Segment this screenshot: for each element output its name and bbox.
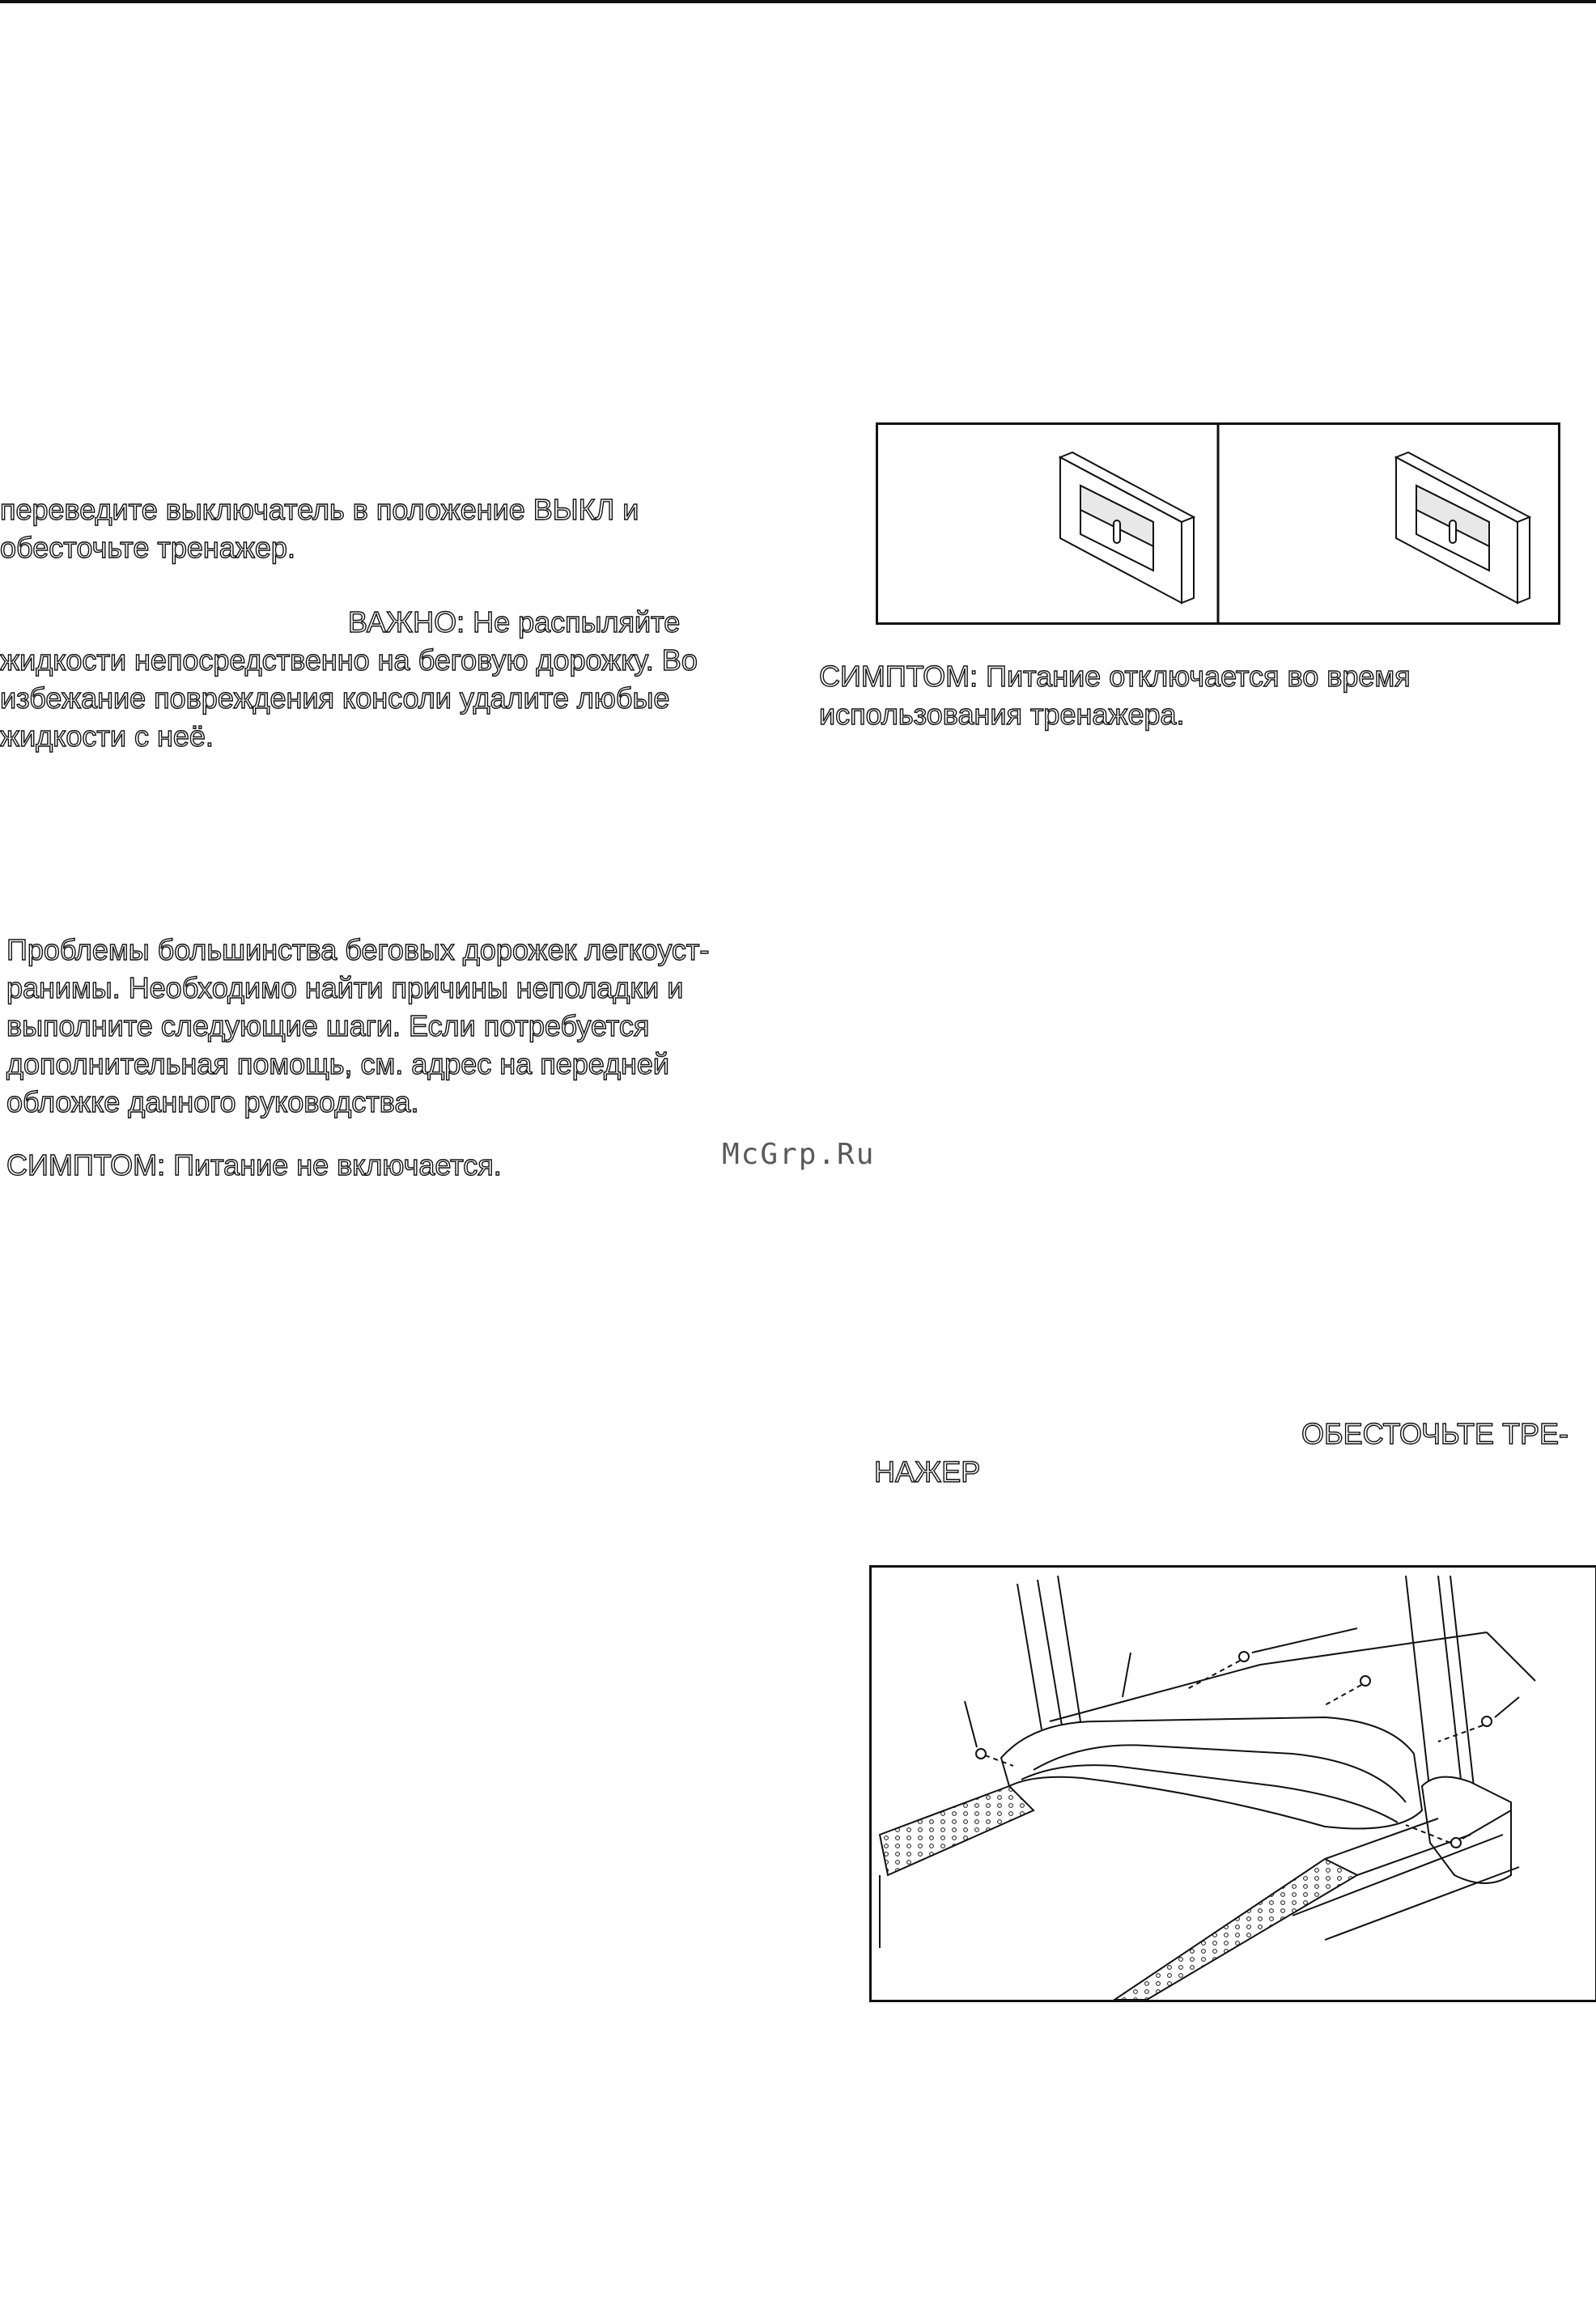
intro-line-5: обложке данного руководства. (6, 1085, 419, 1118)
important-line-1: ВАЖНО: Не распыляйте (348, 605, 681, 639)
switch-illustration (878, 425, 1558, 622)
important-line-4: жидкости с неё. (0, 719, 214, 753)
intro-line-4: дополнительная помощь, см. адрес на передней (6, 1047, 669, 1080)
symptom-power-off-line-2: использования тренажера. (819, 698, 1185, 731)
intro-line-3: выполните следующие шаги. Если потребуется (6, 1009, 650, 1042)
symptom-power-not-on: СИМПТОМ: Питание не включается. (6, 1148, 502, 1182)
treadmill-hood-illustration (872, 1568, 1595, 2000)
important-line-3: избежание повреждения консоли удалите любые (0, 681, 670, 715)
treadmill-hood-figure (869, 1565, 1596, 2002)
warning-line-2: обесточьте тренажер. (0, 531, 295, 564)
switch-on-icon (1396, 452, 1530, 603)
unplug-line-1: ОБЕСТОЧЬТЕ ТРЕ- (1301, 1417, 1569, 1450)
intro-line-1: Проблемы большинства беговых дорожек легкоуст- (6, 933, 710, 966)
watermark: McGrp.Ru (722, 1138, 876, 1171)
switch-figure (876, 422, 1560, 625)
intro-line-2: ранимы. Необходимо найти причины неполадки и (6, 971, 684, 1004)
unplug-line-2: НАЖЕР (874, 1455, 981, 1488)
important-line-2: жидкости непосредственно на беговую дорожку. Во (0, 643, 698, 677)
top-rule (0, 0, 1596, 3)
warning-line-1: переведите выключатель в положение ВЫКЛ и (0, 493, 639, 526)
symptom-power-off-line-1: СИМПТОМ: Питание отключается во время (819, 660, 1411, 693)
switch-off-icon (1060, 452, 1194, 603)
